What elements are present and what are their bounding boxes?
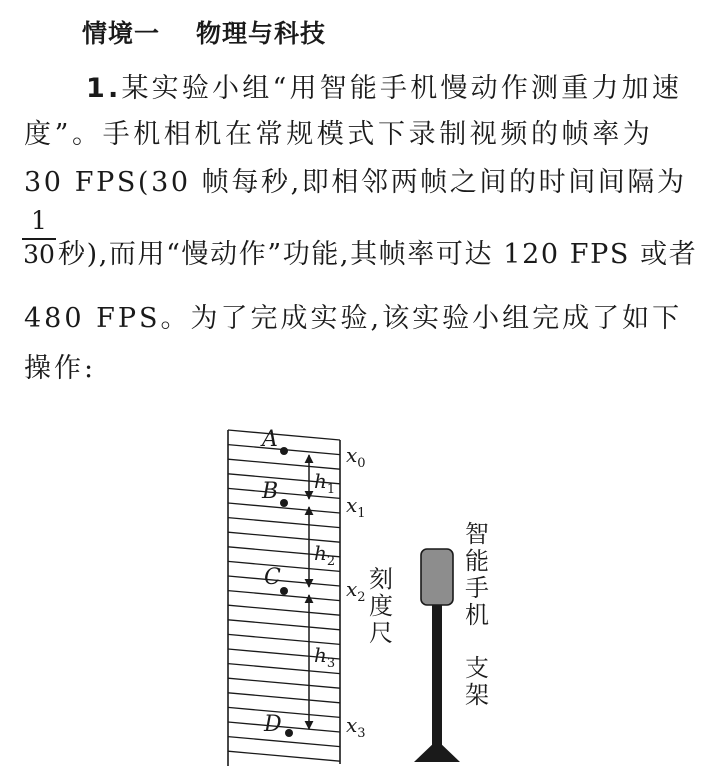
ruler-tick (228, 620, 340, 630)
h1-label: $h_1$ (314, 469, 336, 497)
stand-pole (432, 605, 442, 745)
ruler-tick (228, 707, 340, 717)
question-line-3: 30 FPS(30 帧每秒,即相邻两帧之间的时间间隔为 (24, 167, 687, 198)
ruler-tick (228, 722, 340, 732)
ruler-label: 刻 度 尺 (369, 565, 393, 647)
stand-label: 支 架 (465, 654, 489, 709)
h3-label: $h_3$ (314, 643, 336, 671)
section-title: 物理与科技 (196, 19, 327, 48)
ruler-tick (228, 737, 340, 747)
ruler-tick (228, 605, 340, 615)
ruler-tick (228, 693, 340, 703)
point-b-dot (280, 499, 288, 507)
phone-label: 智 能 手 机 (465, 520, 489, 629)
x0-label: $x_0$ (346, 443, 366, 471)
x1-label: $x_1$ (346, 493, 366, 521)
ruler-tick (228, 678, 340, 688)
h2-label: $h_2$ (314, 541, 336, 569)
x2-label: $x_2$ (346, 577, 366, 605)
point-d-label: D (264, 712, 282, 737)
fraction-denominator: 30 (23, 240, 55, 269)
ruler-tick (228, 576, 340, 586)
point-c-label: C (264, 565, 281, 590)
point-a-dot (280, 447, 288, 455)
stand-base (414, 740, 460, 762)
question-line-4: 秒),而用“慢动作”功能,其帧率可达 120 FPS 或者 (58, 239, 698, 270)
fraction-numerator: 1 (31, 206, 47, 235)
ruler-tick (228, 518, 340, 528)
section-label: 情境一 (82, 19, 161, 48)
point-b-label: B (262, 479, 279, 504)
ruler-tick (228, 459, 340, 469)
ruler-tick (228, 430, 340, 440)
x3-label: $x_3$ (346, 713, 366, 741)
question-line-2: 度”。手机相机在常规模式下录制视频的帧率为 (24, 119, 654, 150)
question-line-1: 1.某实验小组“用智能手机慢动作测重力加速 (86, 73, 683, 104)
point-a-label: A (262, 427, 278, 452)
point-c-dot (280, 587, 288, 595)
ruler-tick (228, 751, 340, 761)
question-number: 1. (86, 73, 122, 104)
smartphone-icon (421, 549, 453, 605)
question-line-5: 480 FPS。为了完成实验,该实验小组完成了如下 (24, 303, 683, 334)
point-d-dot (285, 729, 293, 737)
question-line-6: 操作: (24, 353, 97, 384)
